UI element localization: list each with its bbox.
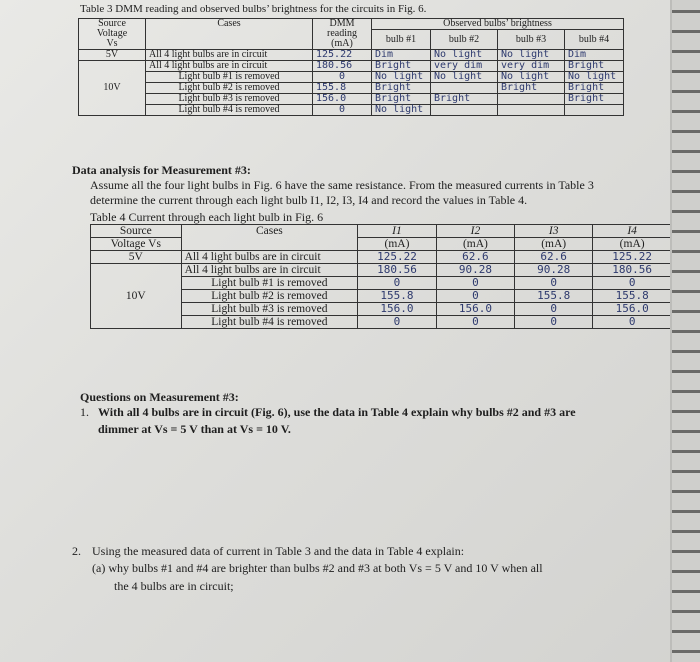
t4-header-i2: I2 <box>436 225 514 238</box>
t4-header-i3: I3 <box>515 225 593 238</box>
t4-header-i4: I4 <box>593 225 672 238</box>
t3-dmm: 125.22 <box>313 50 372 61</box>
t3-b1: Bright <box>372 61 431 72</box>
t3-b2 <box>431 105 498 116</box>
t3-dmm: 180.56 <box>313 61 372 72</box>
t4-i3: 0 <box>515 277 593 290</box>
t4-i1: 0 <box>358 277 437 290</box>
t3-dmm: 0 <box>313 72 372 83</box>
t4-i3: 0 <box>515 316 593 329</box>
t3-b3: very dim <box>498 61 565 72</box>
t3-b3 <box>498 105 565 116</box>
t4-unit-3: (mA) <box>515 238 593 251</box>
t4-header-source: Source <box>91 225 182 238</box>
t4-voltage: 5V <box>91 251 182 264</box>
t4-i4: 180.56 <box>593 264 672 277</box>
t4-i1: 155.8 <box>358 290 437 303</box>
t3-row <box>79 94 624 105</box>
q2-number: 2. <box>72 544 81 558</box>
t3-row <box>79 83 624 94</box>
t3-header-source: Source Voltage Vs <box>79 19 146 50</box>
t4-row <box>91 251 672 264</box>
t4-i4: 0 <box>593 316 672 329</box>
t3-header-dmm: DMM reading (mA) <box>313 19 372 50</box>
t4-voltage: 10V <box>91 264 182 329</box>
t4-unit-2: (mA) <box>436 238 514 251</box>
t3-case: Light bulb #1 is removed <box>146 72 313 83</box>
t3-b2: very dim <box>431 61 498 72</box>
t3-b2: No light <box>431 50 498 61</box>
t3-b4 <box>565 105 624 116</box>
t4-i2: 0 <box>436 277 514 290</box>
t3-b3 <box>498 94 565 105</box>
questions-title: Questions on Measurement #3: <box>80 390 239 404</box>
t3-header-cases: Cases <box>146 19 313 50</box>
t4-case: Light bulb #4 is removed <box>181 316 358 329</box>
t4-i4: 0 <box>593 277 672 290</box>
t3-b1: Dim <box>372 50 431 61</box>
t4-i3: 62.6 <box>515 251 593 264</box>
t4-i2: 90.28 <box>436 264 514 277</box>
t4-i2: 0 <box>436 316 514 329</box>
t4-i1: 0 <box>358 316 437 329</box>
t4-i2: 156.0 <box>436 303 514 316</box>
t3-b4: Bright <box>565 94 624 105</box>
t3-b2 <box>431 83 498 94</box>
t4-i4: 155.8 <box>593 290 672 303</box>
t3-header-bulb2: bulb #2 <box>431 30 498 50</box>
t3-voltage: 5V <box>79 50 146 61</box>
t3-b2: Bright <box>431 94 498 105</box>
t3-case: Light bulb #2 is removed <box>146 83 313 94</box>
t4-header-voltage: Voltage Vs <box>91 238 182 251</box>
table4 <box>90 224 672 329</box>
q1-number: 1. <box>80 405 89 419</box>
t3-b3: Bright <box>498 83 565 94</box>
q2-line1: Using the measured data of current in Table 3 and the data in Table 4 explain: <box>92 544 465 558</box>
t4-i1: 180.56 <box>358 264 437 277</box>
t4-i4: 156.0 <box>593 303 672 316</box>
t3-row <box>79 72 624 83</box>
t4-case: Light bulb #1 is removed <box>181 277 358 290</box>
t3-dmm: 155.8 <box>313 83 372 94</box>
t3-b3: No light <box>498 50 565 61</box>
t3-b1: Bright <box>372 83 431 94</box>
t4-i1: 156.0 <box>358 303 437 316</box>
t3-b4: Dim <box>565 50 624 61</box>
analysis-line2: determine the current through each light bulb I1, I2, I3, I4 and record the values in Table 4. <box>90 193 528 207</box>
t3-voltage: 10V <box>79 61 146 116</box>
spiral-binding <box>670 0 700 662</box>
t4-unit-1: (mA) <box>358 238 437 251</box>
q2-line3: the 4 bulbs are in circuit; <box>114 579 234 593</box>
t3-case: Light bulb #4 is removed <box>146 105 313 116</box>
t4-header-i1: I1 <box>358 225 437 238</box>
t3-case: Light bulb #3 is removed <box>146 94 313 105</box>
t4-i3: 90.28 <box>515 264 593 277</box>
t3-header-observed: Observed bulbs’ brightness <box>372 19 624 30</box>
t4-i2: 62.6 <box>436 251 514 264</box>
t4-case: All 4 light bulbs are in circuit <box>181 251 358 264</box>
t4-i2: 0 <box>436 290 514 303</box>
t3-b4: Bright <box>565 83 624 94</box>
q1-line2: dimmer at Vs = 5 V than at Vs = 10 V. <box>98 422 291 436</box>
t3-case: All 4 light bulbs are in circuit <box>146 50 313 61</box>
table3-caption: Table 3 DMM reading and observed bulbs’ brightness for the circuits in Fig. 6. <box>80 3 427 15</box>
t3-dmm: 0 <box>313 105 372 116</box>
t4-case: Light bulb #2 is removed <box>181 290 358 303</box>
t4-case: All 4 light bulbs are in circuit <box>181 264 358 277</box>
q1-line1: With all 4 bulbs are in circuit (Fig. 6), use the data in Table 4 explain why bulbs #2 and #3 are <box>98 405 576 419</box>
analysis-title: Data analysis for Measurement #3: <box>72 163 251 177</box>
t3-dmm: 156.0 <box>313 94 372 105</box>
t3-row <box>79 61 624 72</box>
t3-b1: Bright <box>372 94 431 105</box>
t3-row <box>79 105 624 116</box>
t3-b4: No light <box>565 72 624 83</box>
t3-header-bulb4: bulb #4 <box>565 30 624 50</box>
t3-row <box>79 50 624 61</box>
t3-header-bulb1: bulb #1 <box>372 30 431 50</box>
t3-b1: No light <box>372 105 431 116</box>
t4-i3: 155.8 <box>515 290 593 303</box>
t3-case: All 4 light bulbs are in circuit <box>146 61 313 72</box>
t3-b4: Bright <box>565 61 624 72</box>
t3-b1: No light <box>372 72 431 83</box>
q2-line2: (a) why bulbs #1 and #4 are brighter than bulbs #2 and #3 at both Vs = 5 V and 10 V when all <box>92 561 543 575</box>
t4-i1: 125.22 <box>358 251 437 264</box>
t3-header-bulb3: bulb #3 <box>498 30 565 50</box>
t4-header-cases: Cases <box>181 225 358 251</box>
t3-b2: No light <box>431 72 498 83</box>
t3-b3: No light <box>498 72 565 83</box>
table3 <box>78 18 624 116</box>
t4-i3: 0 <box>515 303 593 316</box>
t4-unit-4: (mA) <box>593 238 672 251</box>
t4-case: Light bulb #3 is removed <box>181 303 358 316</box>
t4-i4: 125.22 <box>593 251 672 264</box>
t4-row <box>91 264 672 277</box>
analysis-line1: Assume all the four light bulbs in Fig. 6 have the same resistance. From the measured currents in Table 3 <box>90 178 594 192</box>
table4-caption: Table 4 Current through each light bulb in Fig. 6 <box>90 210 324 224</box>
